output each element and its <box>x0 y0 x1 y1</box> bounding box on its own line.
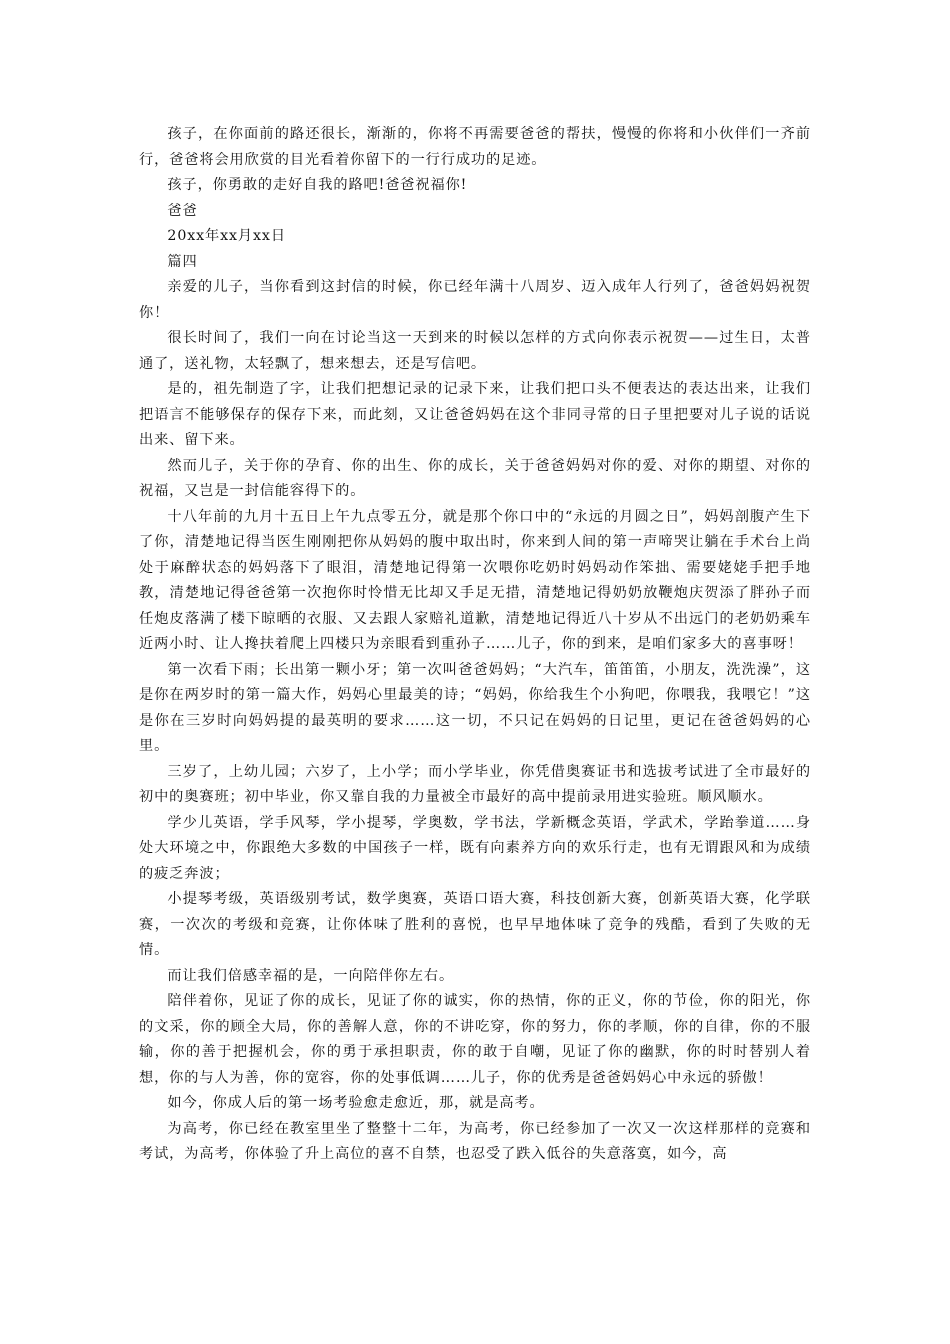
section-heading: 篇四 <box>167 253 198 270</box>
paragraph-companionship: 陪伴着你，见证了你的成长，见证了你的诚实，你的热情，你的正义，你的节俭，你的阳光，你的文采，你的顾全大局，你的善解人意，你的不讲吃穿，你的努力，你的孝顺，你的自律，你的不服输，你的善于把握机会，你的勇于承担职责，你的敢于自嘲，见证了你的幽默，你的时时替别人着想，你的与人为善，你的宽容，你的处事低调……儿子，你的优秀是爸爸妈妈心中永远的骄傲！ <box>139 993 811 1086</box>
paragraph-however: 然而儿子，关于你的孕育、你的出生、你的成长，关于爸爸妈妈对你的爱、对你的期望、对你的祝福，又岂是一封信能容得下的。 <box>139 457 811 499</box>
paragraph-encouragement: 孩子，在你面前的路还很长，渐渐的，你将不再需要爸爸的帮扶，慢慢的你将和小伙伴们一齐前行，爸爸将会用欣赏的目光看着你留下的一行行成功的足迹。 <box>139 126 811 168</box>
paragraph-schooling: 三岁了，上幼儿园；六岁了，上小学；而小学毕业，你凭借奥赛证书和选拔考试进了全市最好的初中的奥赛班；初中毕业，你又靠自我的力量被全市最好的高中提前录用进实验班。顺风顺水。 <box>139 763 811 805</box>
paragraph-gaokao-intro: 如今，你成人后的第一场考验愈走愈近，那，就是高考。 <box>167 1095 545 1111</box>
paragraph-gaokao: 为高考，你已经在教室里坐了整整十二年，为高考，你已经参加了一次又一次这样那样的竞赛和考试，为高考，你体验了升上高位的喜不自禁，也忍受了跌入低谷的失意落寞，如今，高 <box>139 1120 811 1162</box>
paragraph-writing: 是的，祖先制造了字，让我们把想记录的记录下来，让我们把口头不便表达的表达出来，让我们把语言不能够保存的保存下来，而此刻，又让爸爸妈妈在这个非同寻常的日子里把要对儿子说的话说出来、留下来。 <box>139 381 811 448</box>
paragraph-firsts: 第一次看下雨；长出第一颗小牙；第一次叫爸爸妈妈；“大汽车，笛笛笛，小朋友，洗洗澡”，这是你在两岁时的第一篇大作，妈妈心里最美的诗；“妈妈，你给我生个小狗吧，你喂我，我喂它！”这是你在三岁时向妈妈提的最英明的要求……这一切，不只记在妈妈的日记里，更记在爸爸妈妈的心里。 <box>139 661 811 754</box>
paragraph-greeting: 亲爱的儿子，当你看到这封信的时候，你已经年满十八周岁、迈入成年人行列了，爸爸妈妈祝贺你！ <box>139 279 811 321</box>
letter-date: 20xx年xx月xx日 <box>167 228 286 244</box>
paragraph-discussion: 很长时间了，我们一向在讨论当这一天到来的时候以怎样的方式向你表示祝贺——过生日，太普通了，送礼物，太轻飘了，想来想去，还是写信吧。 <box>139 330 811 372</box>
paragraph-happiness: 而让我们倍感幸福的是，一向陪伴你左右。 <box>167 967 455 984</box>
signature: 爸爸 <box>167 202 198 219</box>
paragraph-birth: 十八年前的九月十五日上午九点零五分，就是那个你口中的“永远的月圆之日”，妈妈剖腹产生下了你，清楚地记得当医生刚刚把你从妈妈的腹中取出时，你来到人间的第一声啼哭让躺在手术台上尚处于麻醉状态的妈妈落下了眼泪，清楚地记得第一次喂你吃奶时妈妈动作笨拙、需要姥姥手把手地教，清楚地记得爸爸第一次抱你时怜惜无比却又手足无措，清楚地记得奶奶放鞭炮庆贺添了胖孙子而任炮皮落满了楼下晾晒的衣服、又去跟人家赔礼道歉，清楚地记得近八十岁从不出远门的老奶奶乘车近两小时、让人搀扶着爬上四楼只为亲眼看到重孙子……儿子，你的到来，是咱们家多大的喜事呀！ <box>139 508 811 652</box>
paragraph-lessons: 学少儿英语，学手风琴，学小提琴，学奥数，学书法，学新概念英语，学武术，学跆拳道……身处大环境之中，你跟绝大多数的中国孩子一样，既有向素养方向的欢乐行走，也有无谓跟风和为成绩的疲乏奔波； <box>139 814 811 882</box>
document-page <box>139 122 811 1168</box>
paragraph-competitions: 小提琴考级，英语级别考试，数学奥赛，英语口语大赛，科技创新大赛，创新英语大赛，化学联赛，一次次的考级和竞赛，让你体味了胜利的喜悦，也早早地体味了竞争的残酷，看到了失败的无情。 <box>139 891 811 958</box>
paragraph-blessing: 孩子，你勇敢的走好自我的路吧!爸爸祝福你! <box>167 177 468 193</box>
